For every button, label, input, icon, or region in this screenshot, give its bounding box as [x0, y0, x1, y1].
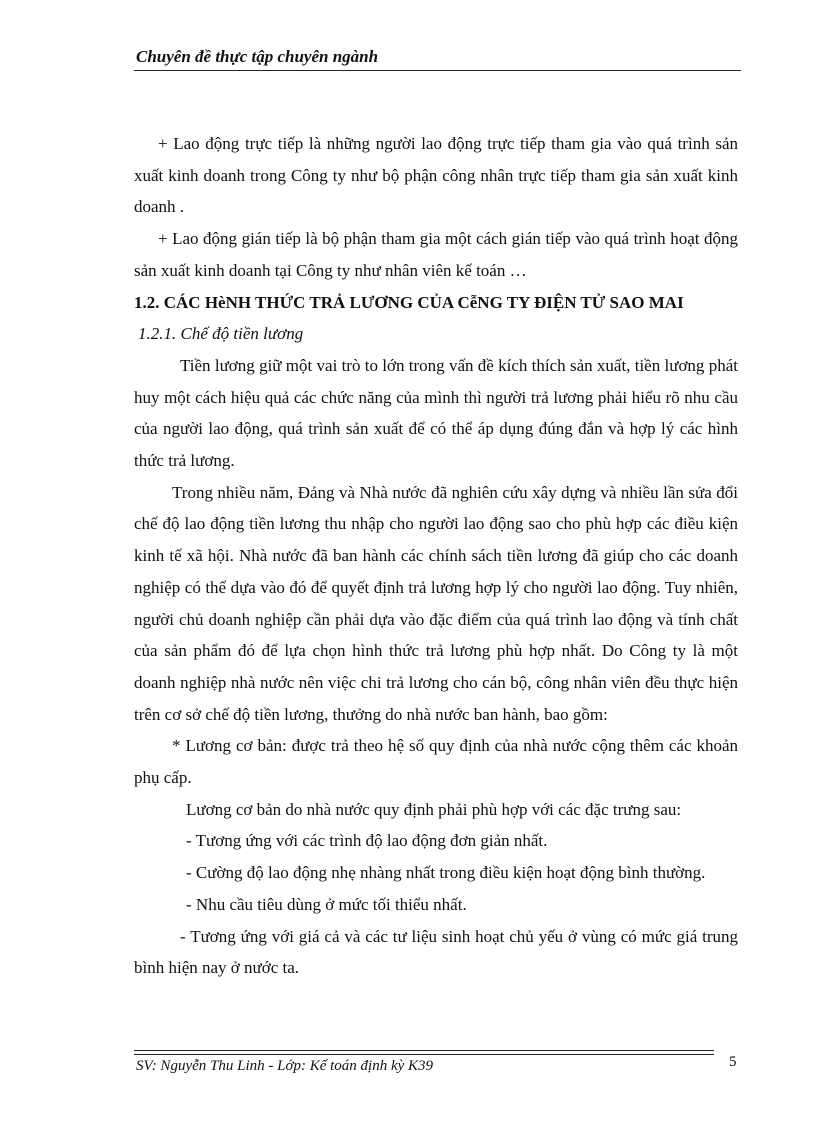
paragraph-state-policy: Trong nhiều năm, Đảng và Nhà nước đã nghiên cứu xây dựng và nhiều lần sửa đổi chế độ lao động tiền lương thu nhập cho người lao động sao cho phù hợp các điều kiện kinh tế xã hội. Nhà nước đã ban hành các chính sách tiền lương đã giúp cho các doanh nghiệp có thể dựa vào đó để quyết định trả lương hợp lý cho người lao động. Tuy nhiên, người chủ doanh nghiệp cần phải dựa vào đặc điểm của quá trình lao động và tính chất của sản phẩm đó để lựa chọn hình thức trả lương phù hợp nhất. Do Công ty là một doanh nghiệp nhà nước nên việc chi trả lương cho cán bộ, công nhân viên đều thực hiện trên cơ sở chế độ tiền lương, thưởng do nhà nước ban hành, bao gồm:	[134, 482, 738, 724]
paragraph-direct-labor: + Lao động trực tiếp là những người lao động trực tiếp tham gia vào quá trình sản xuất kinh doanh trong Công ty như bộ phận công nhân trực tiếp tham gia sản xuất kinh doanh .	[134, 134, 738, 217]
document-body	[134, 128, 738, 984]
subsection-heading: 1.2.1. Chế độ tiền lương	[138, 324, 304, 344]
footer-divider-bottom	[134, 1054, 714, 1055]
paragraph-salary-role: Tiền lương giữ một vai trò to lớn trong vấn đề kích thích sản xuất, tiền lương phát huy một cách hiệu quả các chức năng của mình thì người trả lương phải hiểu rõ nhu cầu của người lao động, quá trình sản xuất để có thể áp dụng đúng đắn và hợp lý các hình thức trả lương.	[134, 355, 738, 471]
page-header-title: Chuyên đề thực tập chuyên ngành	[136, 47, 379, 66]
list-item: - Tương ứng với các trình độ lao động đơn giản nhất.	[186, 831, 548, 851]
page-number: 5	[729, 1054, 737, 1070]
paragraph-basic-salary-traits: Lương cơ bản do nhà nước quy định phải phù hợp với các đặc trưng sau:	[186, 799, 682, 819]
list-item: - Nhu cầu tiêu dùng ở mức tối thiểu nhất.	[186, 894, 467, 914]
list-item: - Tương ứng với giá cả và các tư liệu sinh hoạt chủ yếu ở vùng có mức giá trung bình hiện nay ở nước ta.	[134, 926, 738, 978]
header-divider	[134, 70, 741, 71]
footer-student-info: SV: Nguyễn Thu Linh - Lớp: Kế toán định kỳ K39	[136, 1058, 434, 1074]
list-item: - Cường độ lao động nhẹ nhàng nhất trong điều kiện hoạt động bình thường.	[186, 863, 706, 883]
section-heading: 1.2. CÁC HèNH THỨC TRẢ LƯƠNG CỦA CễNG TY ĐIỆN TỬ SAO MAI	[134, 292, 684, 312]
paragraph-indirect-labor: + Lao động gián tiếp là bộ phận tham gia một cách gián tiếp vào quá trình hoạt động sản xuất kinh doanh tại Công ty như nhân viên kế toán …	[134, 229, 738, 280]
footer-divider-top	[134, 1050, 714, 1051]
paragraph-basic-salary: * Lương cơ bản: được trả theo hệ số quy định của nhà nước cộng thêm các khoản phụ cấp.	[134, 736, 738, 788]
